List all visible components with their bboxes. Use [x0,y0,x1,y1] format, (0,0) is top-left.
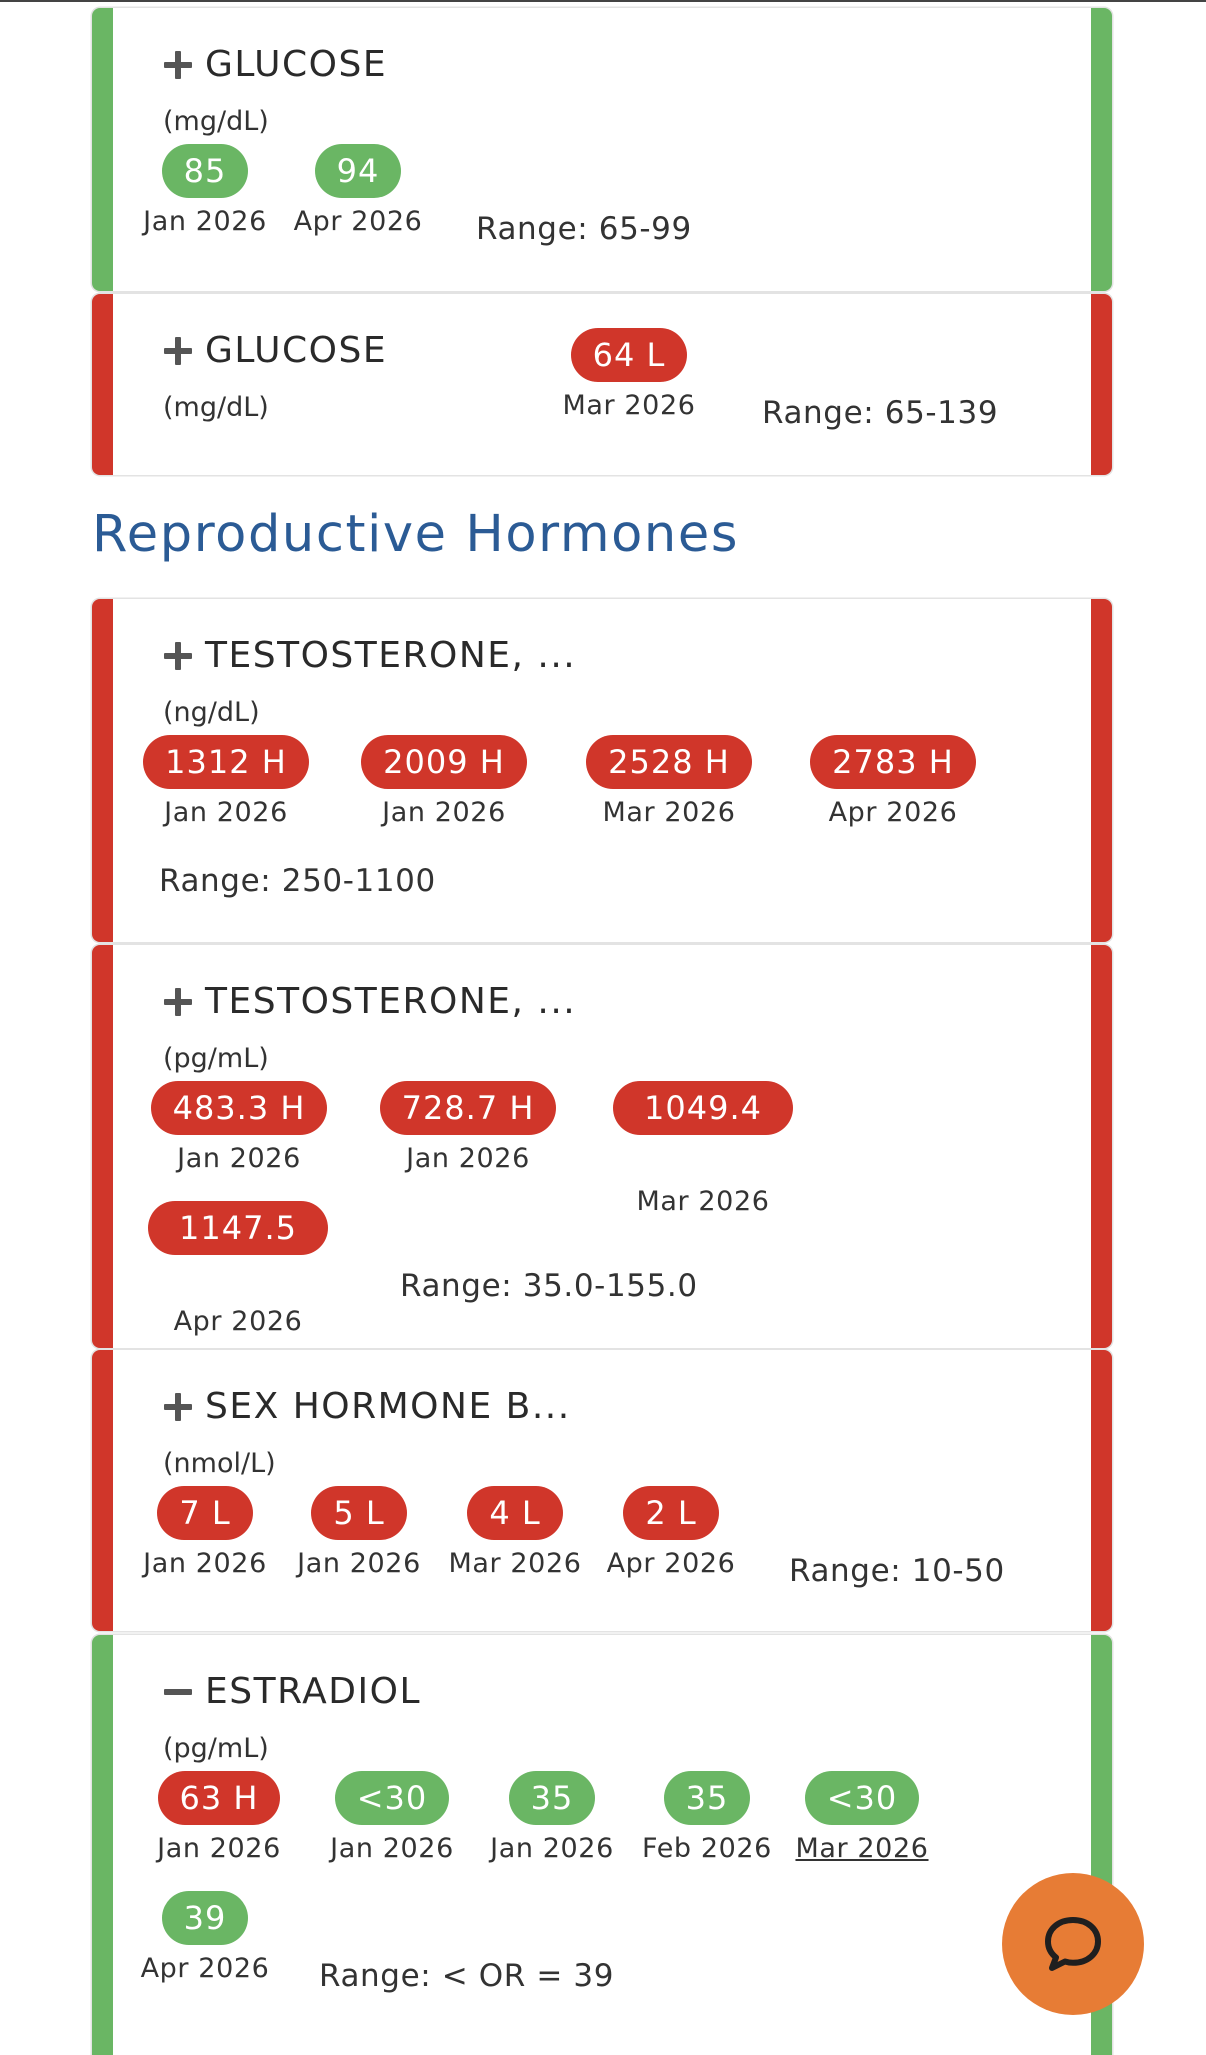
result-item [149,1081,329,1174]
result-value-pill[interactable]: 1049.4 H [613,1081,793,1135]
card-name: GLUCOSE [205,330,388,371]
card-unit: (pg/mL) [163,1733,269,1764]
result-item [581,1486,761,1579]
result-item [302,1771,482,1864]
result-date: Mar 2026 [602,797,736,828]
plus-icon[interactable] [163,50,193,80]
result-date: Jan 2026 [164,797,288,828]
result-date: Jan 2026 [157,1833,281,1864]
result-item [129,1771,309,1864]
plus-icon[interactable] [163,641,193,671]
result-item [613,1081,793,1217]
result-item [378,1081,558,1174]
result-value-pill[interactable]: 39 [162,1891,249,1945]
result-item [803,735,983,828]
card-name: TESTOSTERONE, ... [205,981,577,1022]
card-name: GLUCOSE [205,44,388,85]
result-value-pill[interactable]: 728.7 H [380,1081,557,1135]
result-date: Apr 2026 [606,1548,736,1579]
result-value-pill[interactable]: 35 [509,1771,596,1825]
plus-icon[interactable] [163,336,193,366]
plus-icon[interactable] [163,987,193,1017]
result-value-pill[interactable]: 7 L [157,1486,252,1540]
result-item [115,1486,295,1579]
card-header[interactable] [163,330,387,371]
result-date: Mar 2026 [448,1548,582,1579]
result-value-pill[interactable]: 4 L [467,1486,562,1540]
result-value-pill[interactable]: <30 [805,1771,920,1825]
result-value-pill[interactable]: 2783 H [810,735,976,789]
result-item [269,1486,449,1579]
result-date: Jan 2026 [297,1548,421,1579]
result-item [148,1201,328,1337]
result-date-link[interactable]: Mar 2026 [795,1833,929,1864]
card-header[interactable] [163,981,576,1022]
result-date: Mar 2026 [636,1186,770,1217]
minus-icon[interactable] [163,1677,193,1707]
result-value-pill[interactable]: 94 [315,144,402,198]
top-divider [0,0,1206,2]
card-unit: (nmol/L) [163,1448,276,1479]
result-date: Apr 2026 [173,1306,303,1337]
lab-card-testosterone-total[interactable] [92,599,1112,942]
result-date: Jan 2026 [143,206,267,237]
result-date: Apr 2026 [828,797,958,828]
reference-range: Range: 10-50 [789,1553,1005,1589]
result-value-pill[interactable]: 1312 H [143,735,309,789]
result-date: Apr 2026 [140,1953,270,1984]
chat-bubble-icon [1041,1912,1105,1976]
result-date: Apr 2026 [293,206,423,237]
result-value-pill[interactable]: 5 L [311,1486,406,1540]
result-item [539,328,719,421]
result-item [115,1891,295,1984]
card-name: ESTRADIOL [205,1671,421,1712]
card-unit: (ng/dL) [163,697,260,728]
result-value-pill[interactable]: 85 [162,144,249,198]
result-item [425,1486,605,1579]
section-title: Reproductive Hormones [92,505,739,564]
result-value-pill[interactable]: <30 [335,1771,450,1825]
result-value-pill[interactable]: 1147.5 H [148,1201,328,1255]
card-header[interactable] [163,1386,571,1427]
result-value-pill[interactable]: 35 [664,1771,751,1825]
result-date: Jan 2026 [382,797,506,828]
result-value-pill[interactable]: 483.3 H [151,1081,328,1135]
result-value-pill[interactable]: 64 L [571,328,688,382]
card-unit: (pg/mL) [163,1043,269,1074]
reference-range: Range: 65-99 [476,211,692,247]
result-item [268,144,448,237]
lab-card-glucose[interactable] [92,8,1112,291]
result-date: Jan 2026 [406,1143,530,1174]
reference-range: Range: 250-1100 [159,863,436,899]
lab-card-shbg[interactable] [92,1350,1112,1631]
card-header[interactable] [163,635,576,676]
result-item [354,735,534,828]
result-date: Jan 2026 [143,1548,267,1579]
result-item [136,735,316,828]
result-date: Feb 2026 [642,1833,772,1864]
card-unit: (mg/dL) [163,106,269,137]
result-item [772,1771,952,1864]
result-item [579,735,759,828]
card-unit: (mg/dL) [163,392,269,423]
plus-icon[interactable] [163,1392,193,1422]
result-value-pill[interactable]: 2528 H [586,735,752,789]
reference-range: Range: 65-139 [762,395,999,431]
result-date: Mar 2026 [562,390,696,421]
reference-range: Range: < OR = 39 [319,1958,615,1994]
result-item [617,1771,797,1864]
card-name: SEX HORMONE B... [205,1386,571,1427]
card-name: TESTOSTERONE, ... [205,635,577,676]
result-value-pill[interactable]: 63 H [158,1771,281,1825]
result-item [462,1771,642,1864]
result-date: Jan 2026 [490,1833,614,1864]
lab-card-glucose[interactable] [92,294,1112,475]
result-date: Jan 2026 [177,1143,301,1174]
lab-card-testosterone-free[interactable] [92,945,1112,1348]
lab-card-estradiol[interactable] [92,1635,1112,2055]
result-value-pill[interactable]: 2009 H [361,735,527,789]
card-header[interactable] [163,1671,421,1712]
chat-button[interactable] [1002,1873,1144,2015]
reference-range: Range: 35.0-155.0 [400,1268,698,1304]
card-header[interactable] [163,44,387,85]
result-value-pill[interactable]: 2 L [623,1486,718,1540]
result-date: Jan 2026 [330,1833,454,1864]
